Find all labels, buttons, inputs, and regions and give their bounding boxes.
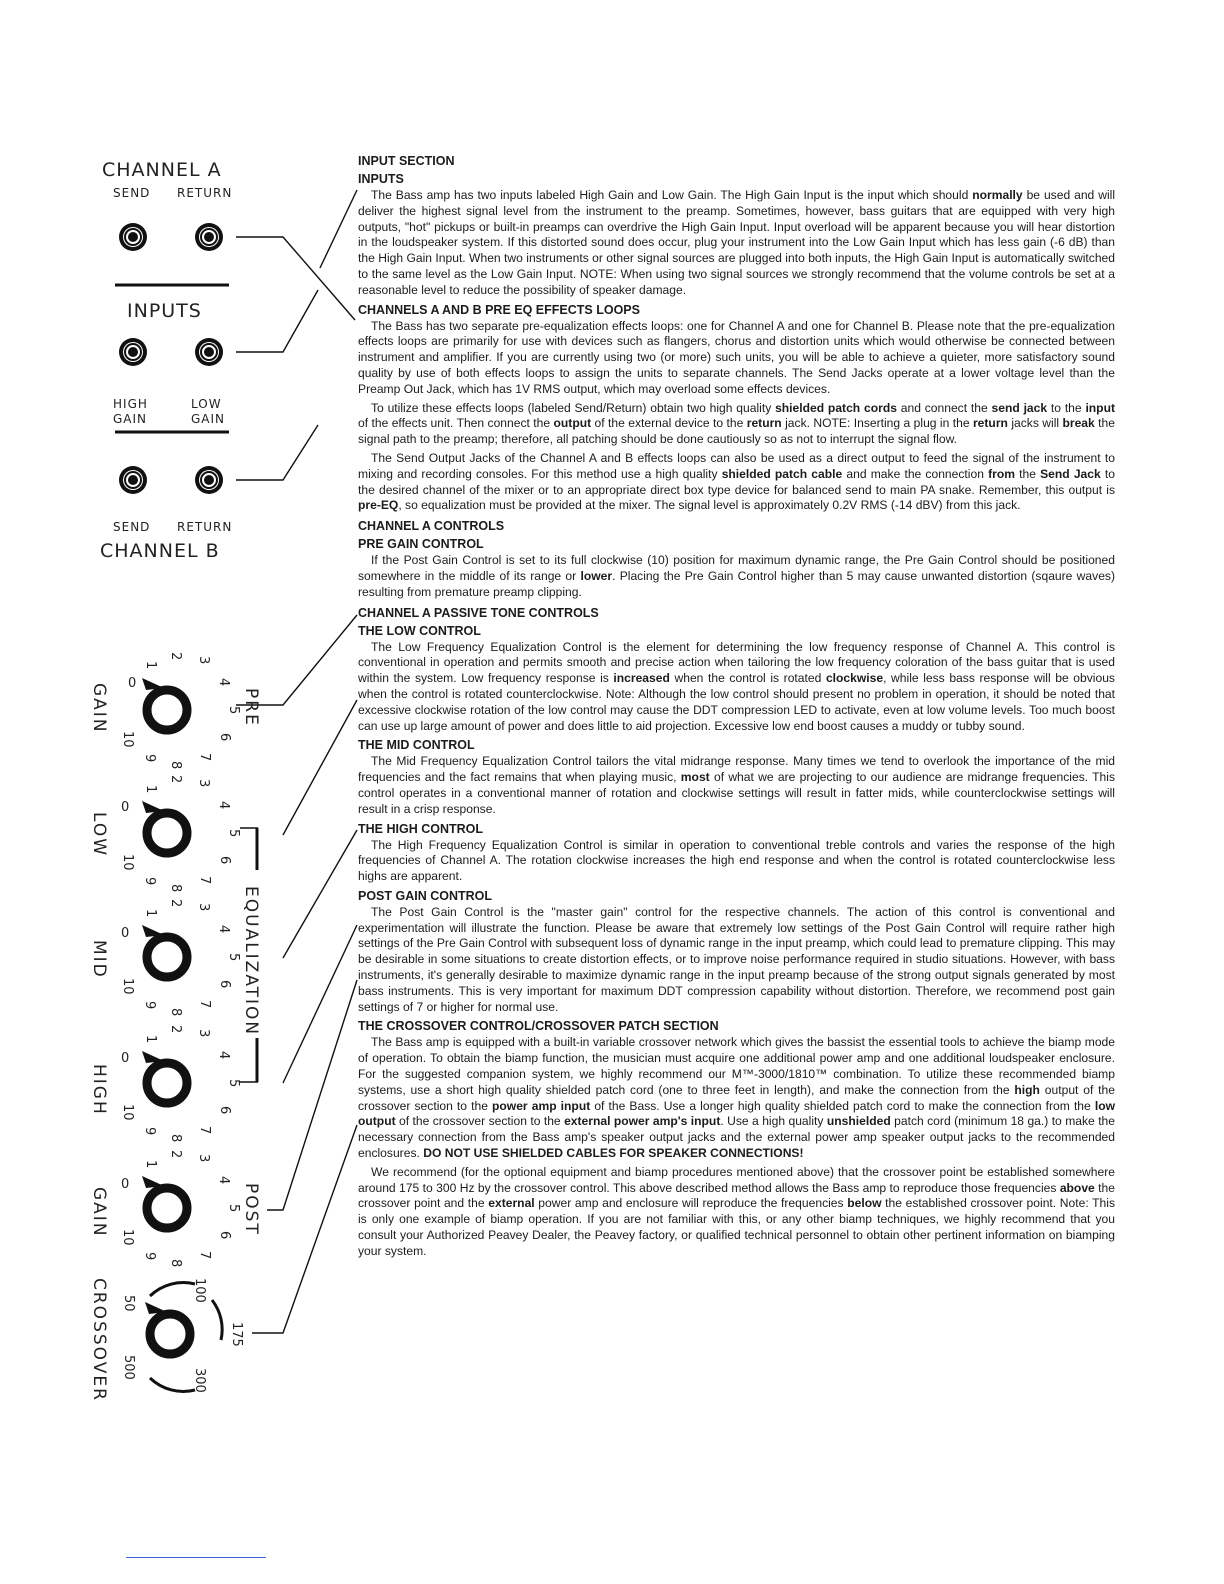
- tick-label: 500: [121, 1355, 136, 1380]
- channel-a-title: CHANNEL A: [102, 159, 222, 181]
- tick-label: 1: [143, 1035, 158, 1044]
- pre-gain-paragraph: If the Post Gain Control is set to its full clockwise (10) position for maximum dynamic range, the Pre Gain Control should be positioned somewhere in the middle of its range or lower. Placing the Pre Gain Control higher than 5 may cause unwanted distortion (sqaure waves) resulting from premature preamp clipping.: [358, 553, 1115, 599]
- tick-label: 6: [217, 980, 232, 989]
- tick-label: 7: [197, 753, 212, 762]
- tick-label: 0: [121, 1051, 130, 1066]
- tick-label: 8: [168, 1134, 183, 1143]
- tick-label: 2: [168, 652, 183, 661]
- crossover-knob[interactable]: [145, 1302, 190, 1354]
- tick-label: 5: [226, 829, 241, 838]
- post-gain-knob-group: [89, 1150, 241, 1267]
- tick-label: 9: [142, 754, 157, 763]
- tick-label: 8: [168, 761, 183, 770]
- tick-label: 10: [120, 1229, 135, 1246]
- channel-b-send-label: SEND: [113, 520, 151, 534]
- tick-label: 6: [217, 1106, 232, 1115]
- tick-label: 9: [142, 1252, 157, 1261]
- crossover-label: CROSSOVER: [89, 1278, 109, 1402]
- effects-loops-heading: CHANNELS A AND B PRE EQ EFFECTS LOOPS: [358, 302, 640, 317]
- tick-label: 8: [168, 1259, 183, 1268]
- tick-label: 0: [121, 926, 130, 941]
- tick-label: 3: [196, 656, 211, 665]
- crossover-arc: [150, 1378, 195, 1391]
- knob-label-mid: MID: [89, 940, 109, 979]
- text-column: [358, 152, 1115, 1263]
- tick-label: 300: [192, 1368, 207, 1393]
- tick-label: 1: [143, 1160, 158, 1169]
- tick-label: 0: [128, 676, 137, 691]
- tick-label: 50: [121, 1295, 136, 1312]
- knob-label-low: LOW: [89, 812, 109, 858]
- tick-label: 4: [216, 1051, 231, 1060]
- inputs-paragraph: The Bass amp has two inputs labeled High Gain and Low Gain. The High Gain Input is the input which should normally be used and will deliver the highest signal level from the instrument to the preamp. Sometimes, however, bass guitars that are equipped with very high outputs, "hot" pickups or built-in preamps can overdrive the High Gain Input. Input overload will be apparent because you will hear distortion in the loudspeaker system. If this distorted sound does occur, plug your instrument into the Low Gain Input which has less gain (-6 dB) than the High Gain Input. When two instruments or other signal sources are plugged into both inputs, the High Gain Input is automatically switched to the same level as the Low Gain Input. NOTE: When using two signal sources we strongly recommend that the volume controls be set at a reasonable level to reduce the possibility of speaker damage.: [358, 188, 1116, 297]
- pre-group-label: PRE: [241, 688, 261, 727]
- pre-gain-knob[interactable]: [142, 678, 187, 730]
- mid-control-paragraph: The Mid Frequency Equalization Control tailors the vital midrange response. Many times we tend to overlook the importance of the mid frequencies and the fact remains that when playing music, most of what we are projecting to our audience are midrange frequencies. This control operates in a conventional manner of rotation and clockwise settings will result in fatter mids, while counterclockwise settings will result in a crisp response.: [358, 754, 1115, 816]
- high-control-heading: THE HIGH CONTROL: [358, 821, 483, 836]
- high-gain-label: HIGH: [113, 397, 148, 411]
- tick-label: 10: [120, 1104, 135, 1121]
- footnote-rule: [126, 1557, 266, 1558]
- channel-a-return-jack[interactable]: [195, 223, 223, 251]
- tick-label: 2: [168, 1150, 183, 1159]
- tick-label: 2: [168, 899, 183, 908]
- tick-label: 0: [121, 800, 130, 815]
- effects-loops-paragraph: The Bass has two separate pre-equalization effects loops: one for Channel A and one for Channel B. Please note that the pre-equalization effects loops are primarily for use with devices such as flangers, chorus and distortion units which would otherwise be connected between instrument and amplifier. If you are currently using two (or more) such units, you will be able to achieve a quieter, more satisfactory sound quality by use of both effects loops to assign the units to separate channels. The Send Jacks operate at a lower voltage level than the Preamp Out Jack, which has 1V RMS output, which may overload some effects devices.: [358, 318, 1115, 396]
- high-control-paragraph: The High Frequency Equalization Control is similar in operation to conventional treble controls and varies the response of the high frequencies of Channel A. The rotation clockwise increases the high end response and when the control is rotated counterclockwise less highs are apparent.: [358, 837, 1115, 884]
- tick-label: 2: [168, 775, 183, 784]
- crossover-arc: [212, 1300, 222, 1340]
- post-group-label: POST: [241, 1183, 261, 1236]
- tick-label: 8: [168, 884, 183, 893]
- tick-label: 6: [217, 733, 232, 742]
- post-gain-paragraph: The Post Gain Control is the "master gain" control for the respective channels. The action of this control is conventional and experimentation will illustrate the function. Please be aware that extremely low settings of the Post Gain Control will require rather high settings of the Pre Gain Control with subsequent loss of dynamic range in the input preamp, which could lead to premature clipping. This may be desirable in some situations to create distortion effects, or to improve noise performance required in studio situations. However, with bass instruments, it's generally desirable to maximize dynamic range in the input preamp because of the strong output signals generated by most bass instruments. This is very important for maximum DDT compression capability without distortion. Therefore, we recommend post gain settings of 7 or higher for normal use.: [358, 904, 1115, 1014]
- tick-label: 9: [142, 1001, 157, 1010]
- crossover-heading: THE CROSSOVER CONTROL/CROSSOVER PATCH SECTION: [358, 1019, 719, 1034]
- tick-label: 8: [168, 1008, 183, 1017]
- high-gain-input-jack[interactable]: [119, 338, 147, 366]
- equalization-group-label: EQUALIZATION: [241, 886, 261, 1037]
- knob-label-high: HIGH: [89, 1064, 109, 1116]
- tick-label: 3: [196, 1029, 211, 1038]
- crossover-paragraph: The Bass amp is equipped with a built-in variable crossover network which gives the bassist the essential tools to achieve the biamp mode of operation. To obtain the biamp function, the musician must acquire one additional power amp and one additional loudspeaker enclosure. For the suggested companion system, we highly recommend our M™-3000/1810™ combination. To utilize these recommended biamp systems, use a short high quality shielded patch cord (one to three feet in length), and make the connection from the high output of the crossover section to the power amp input of the Bass. Use a longer high quality shielded patch cord to make the connection from the low output of the crossover section to the external power amp's input. Use a high quality unshielded patch cord (minimum 18 ga.) to make the necessary connection from the Bass amp's speaker output jacks and the external power amp speaker output jacks to the recommended enclosures. DO NOT USE SHIELDED CABLES FOR SPEAKER CONNECTIONS!: [358, 1035, 1116, 1161]
- crossover-group: [89, 1278, 244, 1402]
- channel-b-return-jack[interactable]: [195, 466, 223, 494]
- crossover-paragraph-2: We recommend (for the optional equipment and biamp procedures mentioned above) that the crossover point be established somewhere around 175 to 300 Hz by the crossover control. This above described method allows the Bass amp to reproduce those frequencies above the crossover point and the external power amp and enclosure will reproduce the frequencies below the established crossover point. Note: This is only one example of biamp operation. If you are not familiar with this, or any other biamp techniques, we highly recommend that you consult your Authorized Peavey Dealer, the Peavey factory, or qualified technical personnel to obtain other pertinent information on biamping your system.: [358, 1164, 1115, 1258]
- post-gain-heading: POST GAIN CONTROL: [358, 888, 493, 903]
- tick-label: 4: [216, 801, 231, 810]
- high-knob[interactable]: [142, 1051, 187, 1103]
- crossover-arc: [150, 1283, 195, 1296]
- tick-label: 1: [143, 785, 158, 794]
- tick-label: 5: [226, 1079, 241, 1088]
- mid-knob[interactable]: [142, 925, 187, 977]
- tick-label: 2: [168, 1025, 183, 1034]
- low-gain-label-2: GAIN: [191, 412, 226, 426]
- channel-b-return-label: RETURN: [177, 520, 233, 534]
- effects-loops-paragraph-3: The Send Output Jacks of the Channel A and B effects loops can also be used as a direct output to feed the signal of the instrument to mixing and recording consoles. For this method use a high quality shielded patch cable and make the connection from the Send Jack to the desired channel of the mixer or to an appropriate direct box type device for balanced send to main PA snake. Remember, this output is pre-EQ, so equalization must be provided at the mixer. The signal level is approximately 0.2V RMS (-14 dBV) from this jack.: [358, 450, 1115, 513]
- tick-label: 7: [197, 876, 212, 885]
- tick-label: 4: [216, 678, 231, 687]
- high-gain-label-2: GAIN: [113, 412, 148, 426]
- tick-label: 10: [120, 854, 135, 871]
- tick-label: 0: [121, 1177, 130, 1192]
- tick-label: 10: [120, 731, 135, 748]
- tick-label: 3: [196, 903, 211, 912]
- tick-label: 4: [216, 925, 231, 934]
- post-gain-knob[interactable]: [142, 1176, 187, 1228]
- tick-label: 10: [120, 978, 135, 995]
- pre-gain-knob-group: [89, 652, 241, 769]
- tick-label: 5: [226, 953, 241, 962]
- knob-label-gain-post: GAIN: [89, 1187, 109, 1238]
- inputs-title: INPUTS: [127, 300, 202, 322]
- low-gain-input-jack[interactable]: [195, 338, 223, 366]
- tick-label: 6: [217, 856, 232, 865]
- tick-label: 3: [196, 779, 211, 788]
- channel-b-title: CHANNEL B: [100, 540, 220, 562]
- leader-lines: [236, 190, 357, 1333]
- channel-a-controls-heading: CHANNEL A CONTROLS: [358, 519, 505, 534]
- high-knob-group: [89, 1025, 241, 1142]
- channel-b-send-jack[interactable]: [119, 466, 147, 494]
- tick-label: 7: [197, 1000, 212, 1009]
- tick-label: 100: [192, 1278, 207, 1303]
- tick-label: 1: [143, 661, 158, 670]
- passive-tone-heading: CHANNEL A PASSIVE TONE CONTROLS: [358, 605, 599, 620]
- tick-label: 9: [142, 1127, 157, 1136]
- inputs-heading: INPUTS: [358, 172, 404, 186]
- channel-a-send-jack[interactable]: [119, 223, 147, 251]
- tick-label: 5: [226, 1204, 241, 1213]
- channel-a-send-label: SEND: [113, 186, 151, 200]
- tick-label: 6: [217, 1231, 232, 1240]
- tick-label: 9: [142, 877, 157, 886]
- channel-a-return-label: RETURN: [177, 186, 233, 200]
- tick-label: 1: [143, 909, 158, 918]
- effects-loops-paragraph-2: To utilize these effects loops (labeled Send/Return) obtain two high quality shielded patch cords and connect the send jack to the input of the effects unit. Then connect the output of the external device to the return jack. NOTE: Inserting a plug in the return jacks will break the signal path to the preamp; therefore, all patching should be done cautiously so as not to interrupt the signal flow.: [358, 400, 1115, 447]
- knob-label-gain: GAIN: [89, 683, 109, 734]
- low-gain-label: LOW: [191, 397, 222, 411]
- tick-label: 7: [197, 1251, 212, 1260]
- tick-label: 7: [197, 1126, 212, 1135]
- input-section-heading: INPUT SECTION: [358, 154, 455, 168]
- low-control-heading: THE LOW CONTROL: [358, 623, 481, 638]
- tick-label: 175: [229, 1322, 244, 1347]
- tick-label: 5: [226, 706, 241, 715]
- low-knob-group: [89, 775, 241, 892]
- mid-control-heading: THE MID CONTROL: [358, 738, 475, 753]
- pre-gain-heading: PRE GAIN CONTROL: [358, 537, 484, 552]
- low-control-paragraph: The Low Frequency Equalization Control is the element for determining the low frequency response of Channel A. This control is conventional in operation and permits smooth and precise action when tailoring the low frequency coloration of the bass guitar that is used within the system. Low frequency response is increased when the control is rotated clockwise, while less bass response will be obvious when the control is rotated counterclockwise. Note: Although the low control should present no problem in operation, it should be noted that excessive clockwise rotation of the low control may cause the DDT compression LED to activate, even at low volume levels. Too much boost can use up large amount of power and does little to aid projection. Excessive low end boost causes a muddy or tubby sound.: [358, 639, 1115, 733]
- tick-label: 3: [196, 1154, 211, 1163]
- tick-label: 4: [216, 1176, 231, 1185]
- mid-knob-group: [89, 899, 241, 1016]
- low-knob[interactable]: [142, 801, 187, 853]
